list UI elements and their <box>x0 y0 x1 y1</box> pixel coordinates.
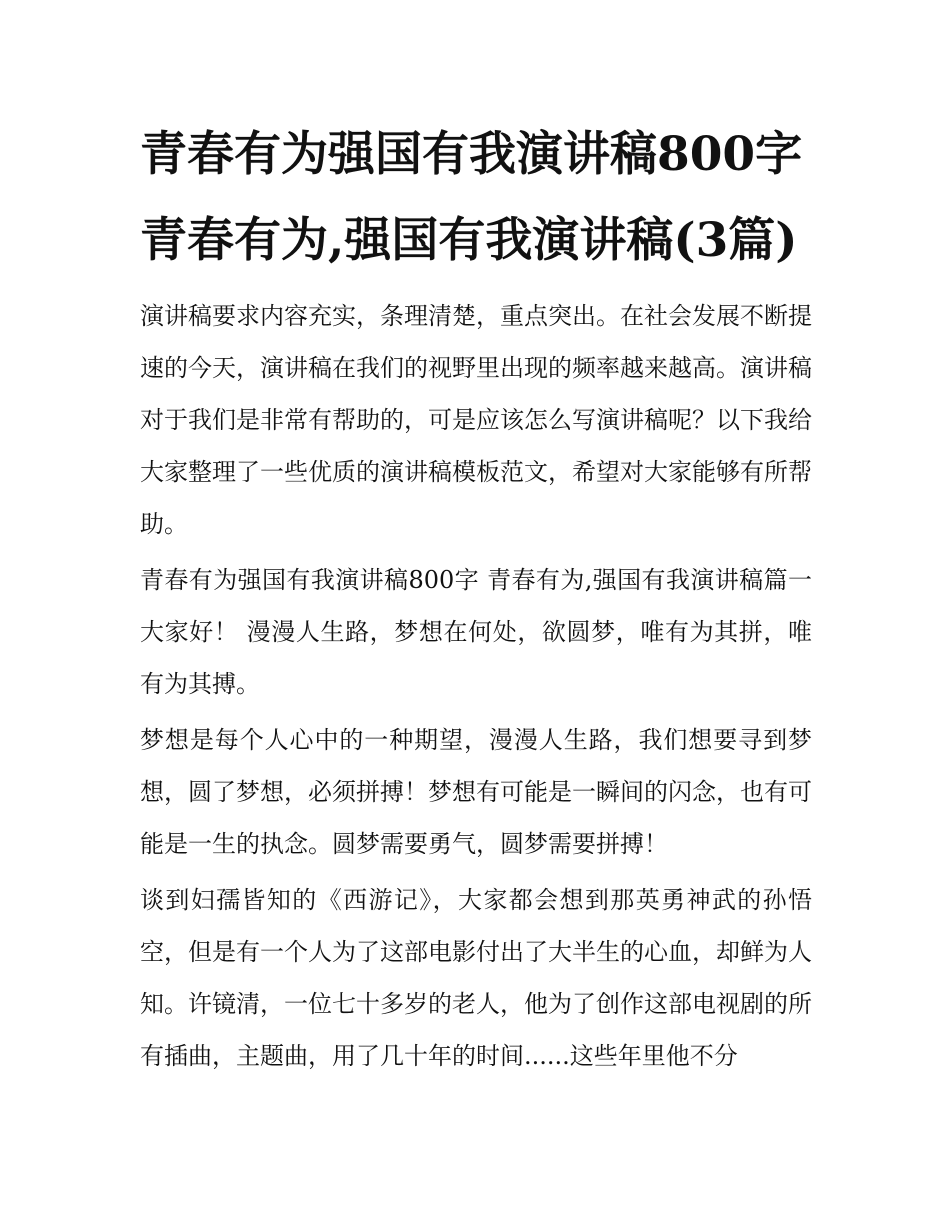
paragraph-speech-opening: 青春有为强国有我演讲稿800字 青春有为,强国有我演讲稿篇一 大家好！ 漫漫人生路，梦想在何处，欲圆梦，唯有为其拼，唯有为其搏。 <box>140 566 812 698</box>
paragraph-journey-west: 谈到妇孺皆知的《西游记》，大家都会想到那英勇神武的孙悟空，但是有一个人为了这部电影付出了大半生的心血，却鲜为人知。许镜清，一位七十多岁的老人，他为了创作这部电视剧的所有插曲，主题曲，用了几十年的时间......这些年里他不分 <box>140 886 812 1070</box>
paragraph-dream: 梦想是每个人心中的一种期望，漫漫人生路，我们想要寻到梦想，圆了梦想，必须拼搏！梦想有可能是一瞬间的闪念，也有可能是一生的执念。圆梦需要勇气，圆梦需要拼搏！ <box>140 726 812 858</box>
paragraph-intro: 演讲稿要求内容充实，条理清楚，重点突出。在社会发展不断提速的今天，演讲稿在我们的视野里出现的频率越来越高。演讲稿对于我们是非常有帮助的，可是应该怎么写演讲稿呢？以下我给大家整理了一些优质的演讲稿模板范文，希望对大家能够有所帮助。 <box>140 302 812 538</box>
document-title: 青春有为强国有我演讲稿800字 青春有为,强国有我演讲稿(3篇) <box>140 127 803 268</box>
document-page <box>140 112 812 1082</box>
